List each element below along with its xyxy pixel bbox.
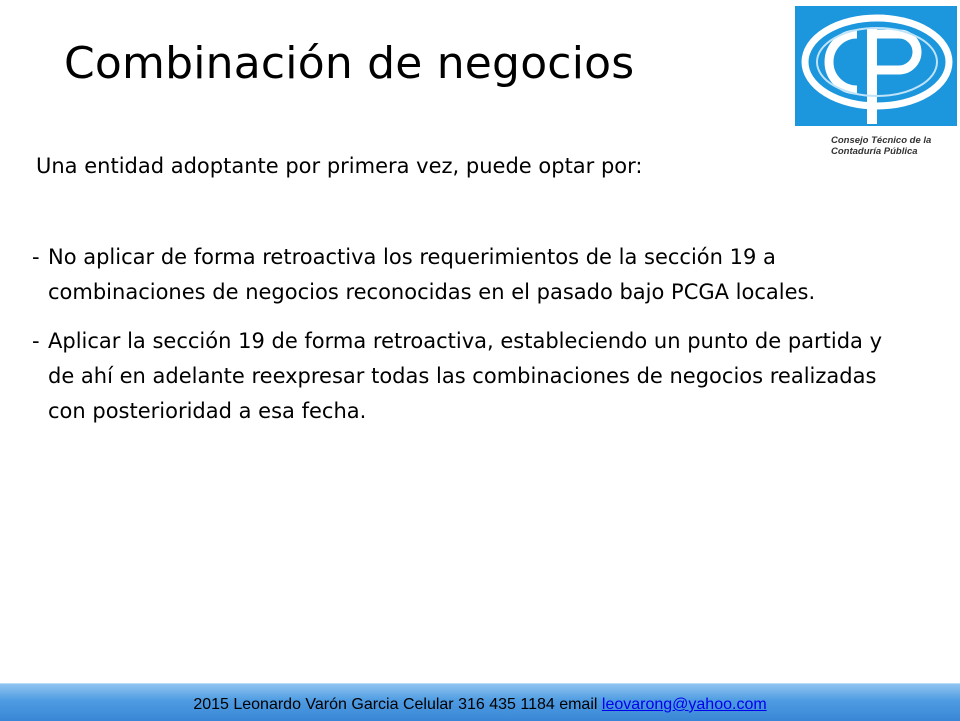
logo-caption-line1: Consejo Técnico de la [831, 135, 932, 146]
list-item [32, 324, 896, 429]
bullet-marker: - [32, 329, 40, 353]
slide-title: Combinación de negocios [64, 38, 635, 89]
logo-emblem [795, 6, 957, 126]
email-link[interactable]: leovarong@yahoo.com [601, 696, 767, 713]
list-item [32, 240, 896, 310]
bullet-marker: - [32, 245, 40, 269]
cp-emblem-icon [795, 6, 957, 126]
footer-text: 2015 Leonardo Varón Garcia Celular 316 435 1184 email [193, 696, 602, 713]
logo-caption-line2: Contaduría Pública [831, 146, 918, 157]
ctcp-logo [795, 6, 957, 161]
bullet-text: Aplicar la sección 19 de forma retroactiva, estableciendo un punto de partida y de ahí en adelante reexpresar todas las combinaciones de negocios realizadas con posterioridad a esa fecha. [48, 329, 883, 423]
footer [0, 696, 960, 714]
bullet-text: No aplicar de forma retroactiva los requerimientos de la sección 19 a combinaciones de negocios reconocidas en el pasado bajo PCGA locales. [48, 245, 816, 304]
intro-text: Una entidad adoptante por primera vez, puede optar por: [36, 154, 643, 178]
bullet-list [32, 240, 896, 443]
